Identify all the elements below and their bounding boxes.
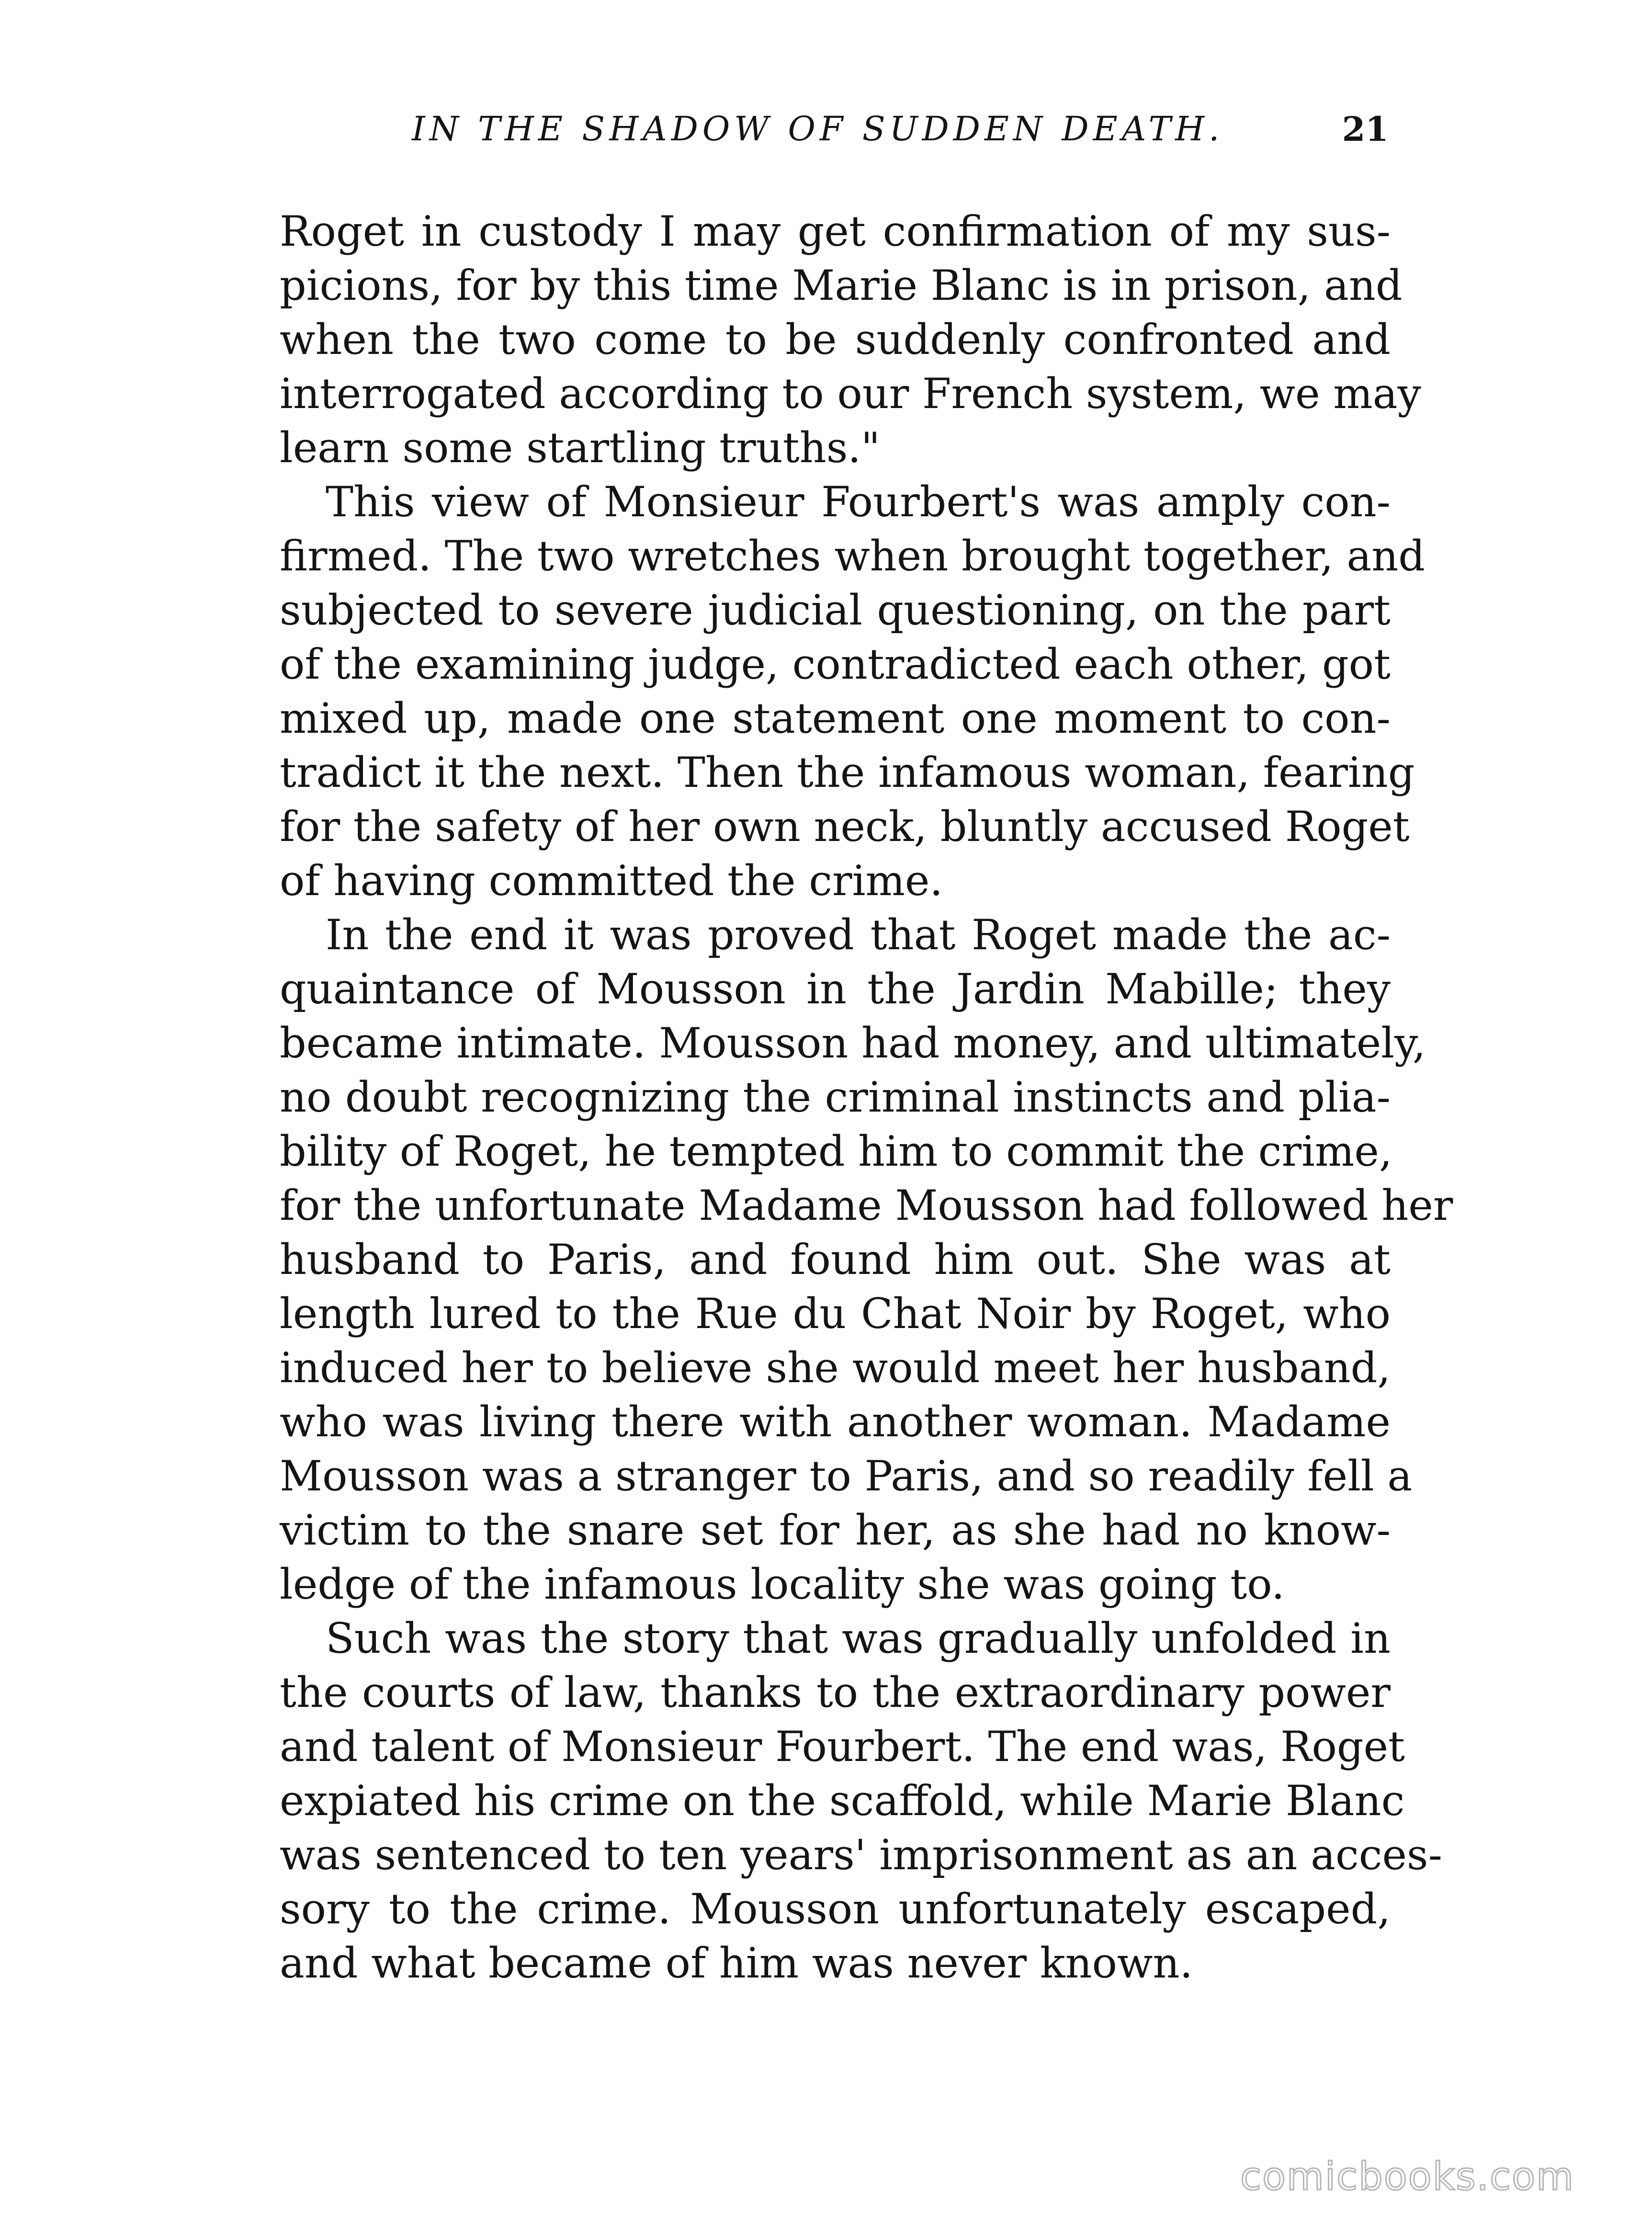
text-line: expiated his crime on the scaffold, while Marie Blanc [280, 1776, 1405, 1825]
text-line: length lured to the Rue du Chat Noir by Roget, who [280, 1289, 1391, 1338]
text-line: quaintance of Mousson in the Jardin Mabille; they [280, 965, 1391, 1013]
text-line: who was living there with another woman. Madame [280, 1398, 1391, 1446]
text-line: victim to the snare set for her, as she had no know- [280, 1506, 1391, 1555]
text-line: no doubt recognizing the criminal instincts and plia- [280, 1073, 1391, 1122]
text-line: Roget in custody I may get confirmation of my sus- [280, 207, 1391, 256]
text-line: and what became of him was never known. [280, 1939, 1193, 1988]
watermark: comicbooks.com [1240, 2154, 1575, 2199]
paragraph-start-line: In the end it was proved that Roget made the ac- [326, 910, 1391, 959]
text-line: when the two come to be suddenly confronted and [280, 315, 1391, 364]
text-line: for the unfortunate Madame Mousson had followed her [280, 1181, 1453, 1230]
text-line: of having committed the crime. [280, 856, 943, 905]
text-line: became intimate. Mousson had money, and ultimately, [280, 1019, 1426, 1068]
text-line: tradict it the next. Then the infamous woman, fearing [280, 748, 1415, 797]
text-line: subjected to severe judicial questioning, on the part [280, 586, 1391, 635]
text-line: learn some startling truths." [280, 423, 881, 472]
text-line: for the safety of her own neck, bluntly accused Roget [280, 802, 1410, 851]
text-line: ledge of the infamous locality she was going to. [280, 1560, 1285, 1609]
text-line: Mousson was a stranger to Paris, and so readily fell a [280, 1452, 1413, 1500]
body-text [280, 205, 1453, 1990]
running-head-title: IN THE SHADOW OF SUDDEN DEATH. [412, 109, 1224, 148]
text-line: firmed. The two wretches when brought together, and [280, 532, 1425, 580]
page-number: 21 [1342, 109, 1389, 149]
text-line: husband to Paris, and found him out. She was at [280, 1235, 1391, 1284]
text-line: induced her to believe she would meet her husband, [280, 1343, 1391, 1392]
text-line: bility of Roget, he tempted him to commit the crime, [280, 1127, 1392, 1176]
text-line: the courts of law, thanks to the extraordinary power [280, 1668, 1391, 1717]
text-line: picions, for by this time Marie Blanc is in prison, and [280, 261, 1403, 310]
text-line: and talent of Monsieur Fourbert. The end was, Roget [280, 1722, 1405, 1771]
paragraph-start-line: This view of Monsieur Fourbert's was amply con- [326, 477, 1391, 526]
text-line: mixed up, made one statement one moment to con- [280, 694, 1391, 743]
text-line: of the examining judge, contradicted each other, got [280, 640, 1391, 689]
paragraph-start-line: Such was the story that was gradually unfolded in [326, 1614, 1391, 1663]
text-line: interrogated according to our French system, we may [280, 369, 1421, 418]
text-line: was sentenced to ten years' imprisonment as an acces- [280, 1830, 1442, 1879]
text-line: sory to the crime. Mousson unfortunately escaped, [280, 1885, 1391, 1933]
